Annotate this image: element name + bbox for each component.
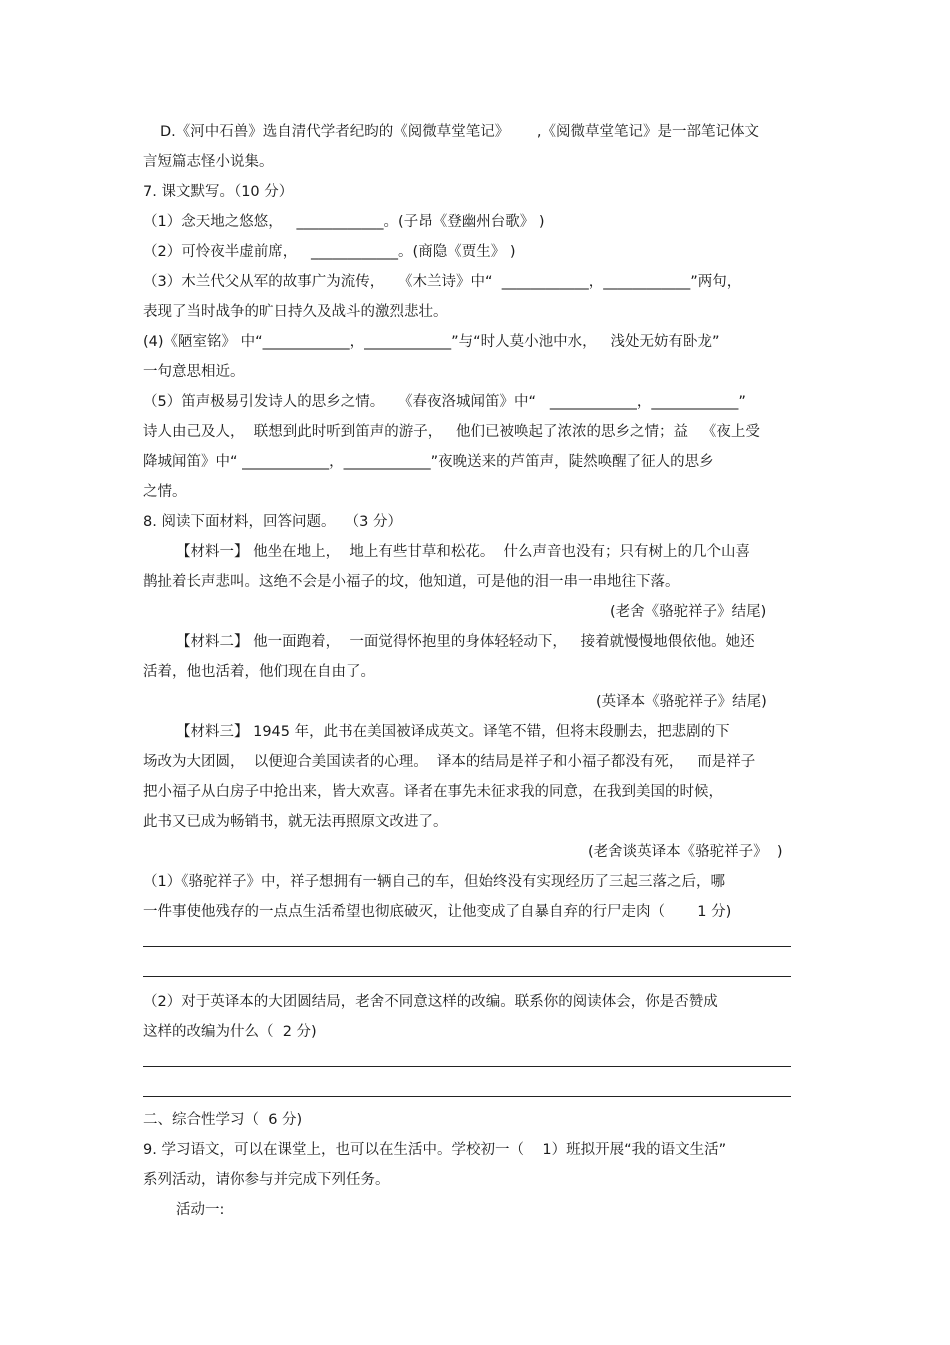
d-option-line-2: 言短篇志怪小说集。 <box>143 154 274 170</box>
q8-title: 8. 阅读下面材料，回答问题。 （3 分） <box>143 514 402 530</box>
q7-item-4-line-2: 一句意思相近。 <box>143 364 245 380</box>
sub-question-1-line-1: （1）《骆驼祥子》中，祥子想拥有一辆自己的车，但始终没有实现经历了三起三落之后，哪 <box>143 874 725 890</box>
material-1-source: (老舍《骆驼祥子》结尾) <box>610 604 767 620</box>
material-3-line-1: 【材料三】 1945 年，此书在美国被译成英文。译笔不错，但将末段删去，把悲剧的下 <box>176 724 730 740</box>
q7-title: 7. 课文默写。（10 分） <box>143 184 294 200</box>
answer-line[interactable] <box>143 976 791 977</box>
q7-item-5-line-4: 之情。 <box>143 484 187 500</box>
q7-item-5-line-1: （5）笛声极易引发诗人的思乡之情。 《春夜洛城闻笛》中“ ____________，____________” <box>143 394 746 410</box>
material-2-source: (英译本《骆驼祥子》结尾) <box>596 694 767 710</box>
q7-item-3-line-2: 表现了当时战争的旷日持久及战斗的激烈悲壮。 <box>143 304 448 320</box>
sub-question-1-line-2: 一件事使他残存的一点点生活希望也彻底破灭，让他变成了自暴自弃的行尸走肉（ 1 分) <box>143 904 732 920</box>
q7-item-3-line-1: （3）木兰代父从军的故事广为流传， 《木兰诗》中“ ____________，____________”两句， <box>143 274 742 290</box>
material-3-line-3: 把小福子从白房子中抢出来，皆大欢喜。译者在事先未征求我的同意，在我到美国的时候， <box>143 784 723 800</box>
material-3-line-4: 此书又已成为畅销书，就无法再照原文改进了。 <box>143 814 448 830</box>
answer-line[interactable] <box>143 1096 791 1097</box>
q7-item-4-line-1: (4)《陋室铭》 中“____________，____________”与“时人莫小池中水， 浅处无妨有卧龙” <box>143 334 720 350</box>
q9-line-1: 9. 学习语文，可以在课堂上，也可以在生活中。学校初一（ 1）班拟开展“我的语文生活” <box>143 1142 727 1158</box>
material-3-source: (老舍谈英译本《骆驼祥子》 ) <box>588 844 783 860</box>
q7-item-2: （2）可怜夜半虚前席， ____________。(商隐《贾生》 ) <box>143 244 516 260</box>
answer-line[interactable] <box>143 946 791 947</box>
q7-item-5-line-3: 降城闻笛》中“ ____________，____________”夜晚送来的芦笛声，陡然唤醒了征人的思乡 <box>143 454 714 470</box>
material-1-line-1: 【材料一】 他坐在地上， 地上有些甘草和松花。 什么声音也没有；只有树上的几个山喜 <box>176 544 751 560</box>
sub-question-2-line-2: 这样的改编为什么（ 2 分) <box>143 1024 317 1040</box>
d-option-line-1: D.《河中石兽》选自清代学者纪昀的《阅微草堂笔记》 ,《阅微草堂笔记》是一部笔记体文 <box>160 124 760 140</box>
material-3-line-2: 场改为大团圆， 以便迎合美国读者的心理。 译本的结局是祥子和小福子都没有死， 而是祥子 <box>143 754 756 770</box>
q9-line-2: 系列活动，请你参与并完成下列任务。 <box>143 1172 390 1188</box>
q7-item-1: （1）念天地之悠悠， ____________。(子昂《登幽州台歌》 ) <box>143 214 545 230</box>
sub-question-2-line-1: （2）对于英译本的大团圆结局，老舍不同意这样的改编。联系你的阅读体会，你是否赞成 <box>143 994 718 1010</box>
material-2-line-2: 活着，他也活着，他们现在自由了。 <box>143 664 375 680</box>
answer-line[interactable] <box>143 1066 791 1067</box>
material-2-line-1: 【材料二】 他一面跑着， 一面觉得怀抱里的身体轻轻动下， 接着就慢慢地偎依他。她还 <box>176 634 755 650</box>
material-1-line-2: 鹊扯着长声悲叫。这绝不会是小福子的坟，他知道，可是他的泪一串一串地往下落。 <box>143 574 680 590</box>
activity-1-label: 活动一: <box>176 1202 225 1218</box>
section-2-title: 二、综合性学习（ 6 分) <box>143 1112 303 1128</box>
q7-item-5-line-2: 诗人由己及人， 联想到此时听到笛声的游子， 他们已被唤起了浓浓的思乡之情；益 《夜上受 <box>143 424 760 440</box>
